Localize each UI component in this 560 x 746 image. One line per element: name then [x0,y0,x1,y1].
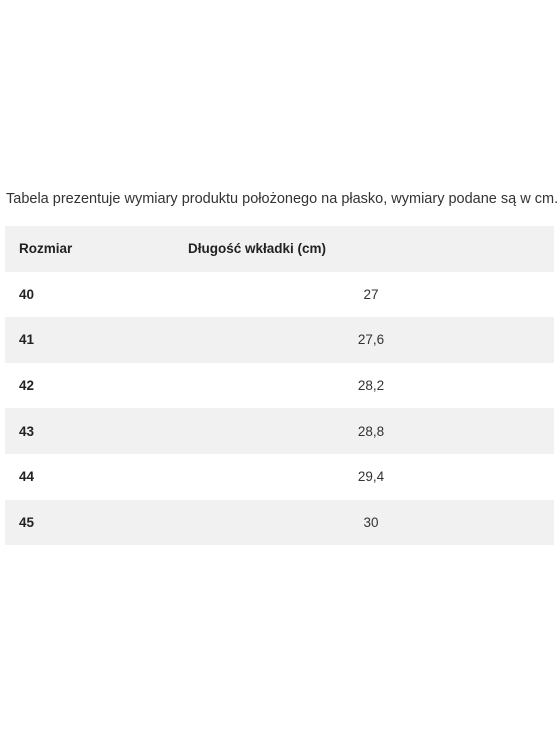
table-row [5,408,554,454]
length-cell: 28,2 [357,378,385,394]
size-cell: 42 [19,378,35,394]
size-cell: 44 [19,469,35,485]
table-row [5,317,554,363]
size-cell: 40 [19,286,35,302]
size-cell: 45 [19,514,35,530]
header-size: Rozmiar [19,241,73,257]
length-cell: 27 [363,286,379,302]
length-cell: 27,6 [357,332,385,348]
table-row [5,500,554,546]
header-insole-length: Długość wkładki (cm) [188,241,327,257]
table-row [5,363,554,409]
table-row [5,272,554,318]
length-cell: 28,8 [357,423,385,439]
length-cell: 29,4 [357,469,385,485]
size-chart-table [5,226,554,545]
length-cell: 30 [363,514,379,530]
size-cell: 43 [19,423,35,439]
table-row [5,454,554,500]
table-header-row [5,226,554,272]
size-cell: 41 [19,332,35,348]
table-description: Tabela prezentuje wymiary produktu położonego na płasko, wymiary podane są w cm. [6,191,559,207]
